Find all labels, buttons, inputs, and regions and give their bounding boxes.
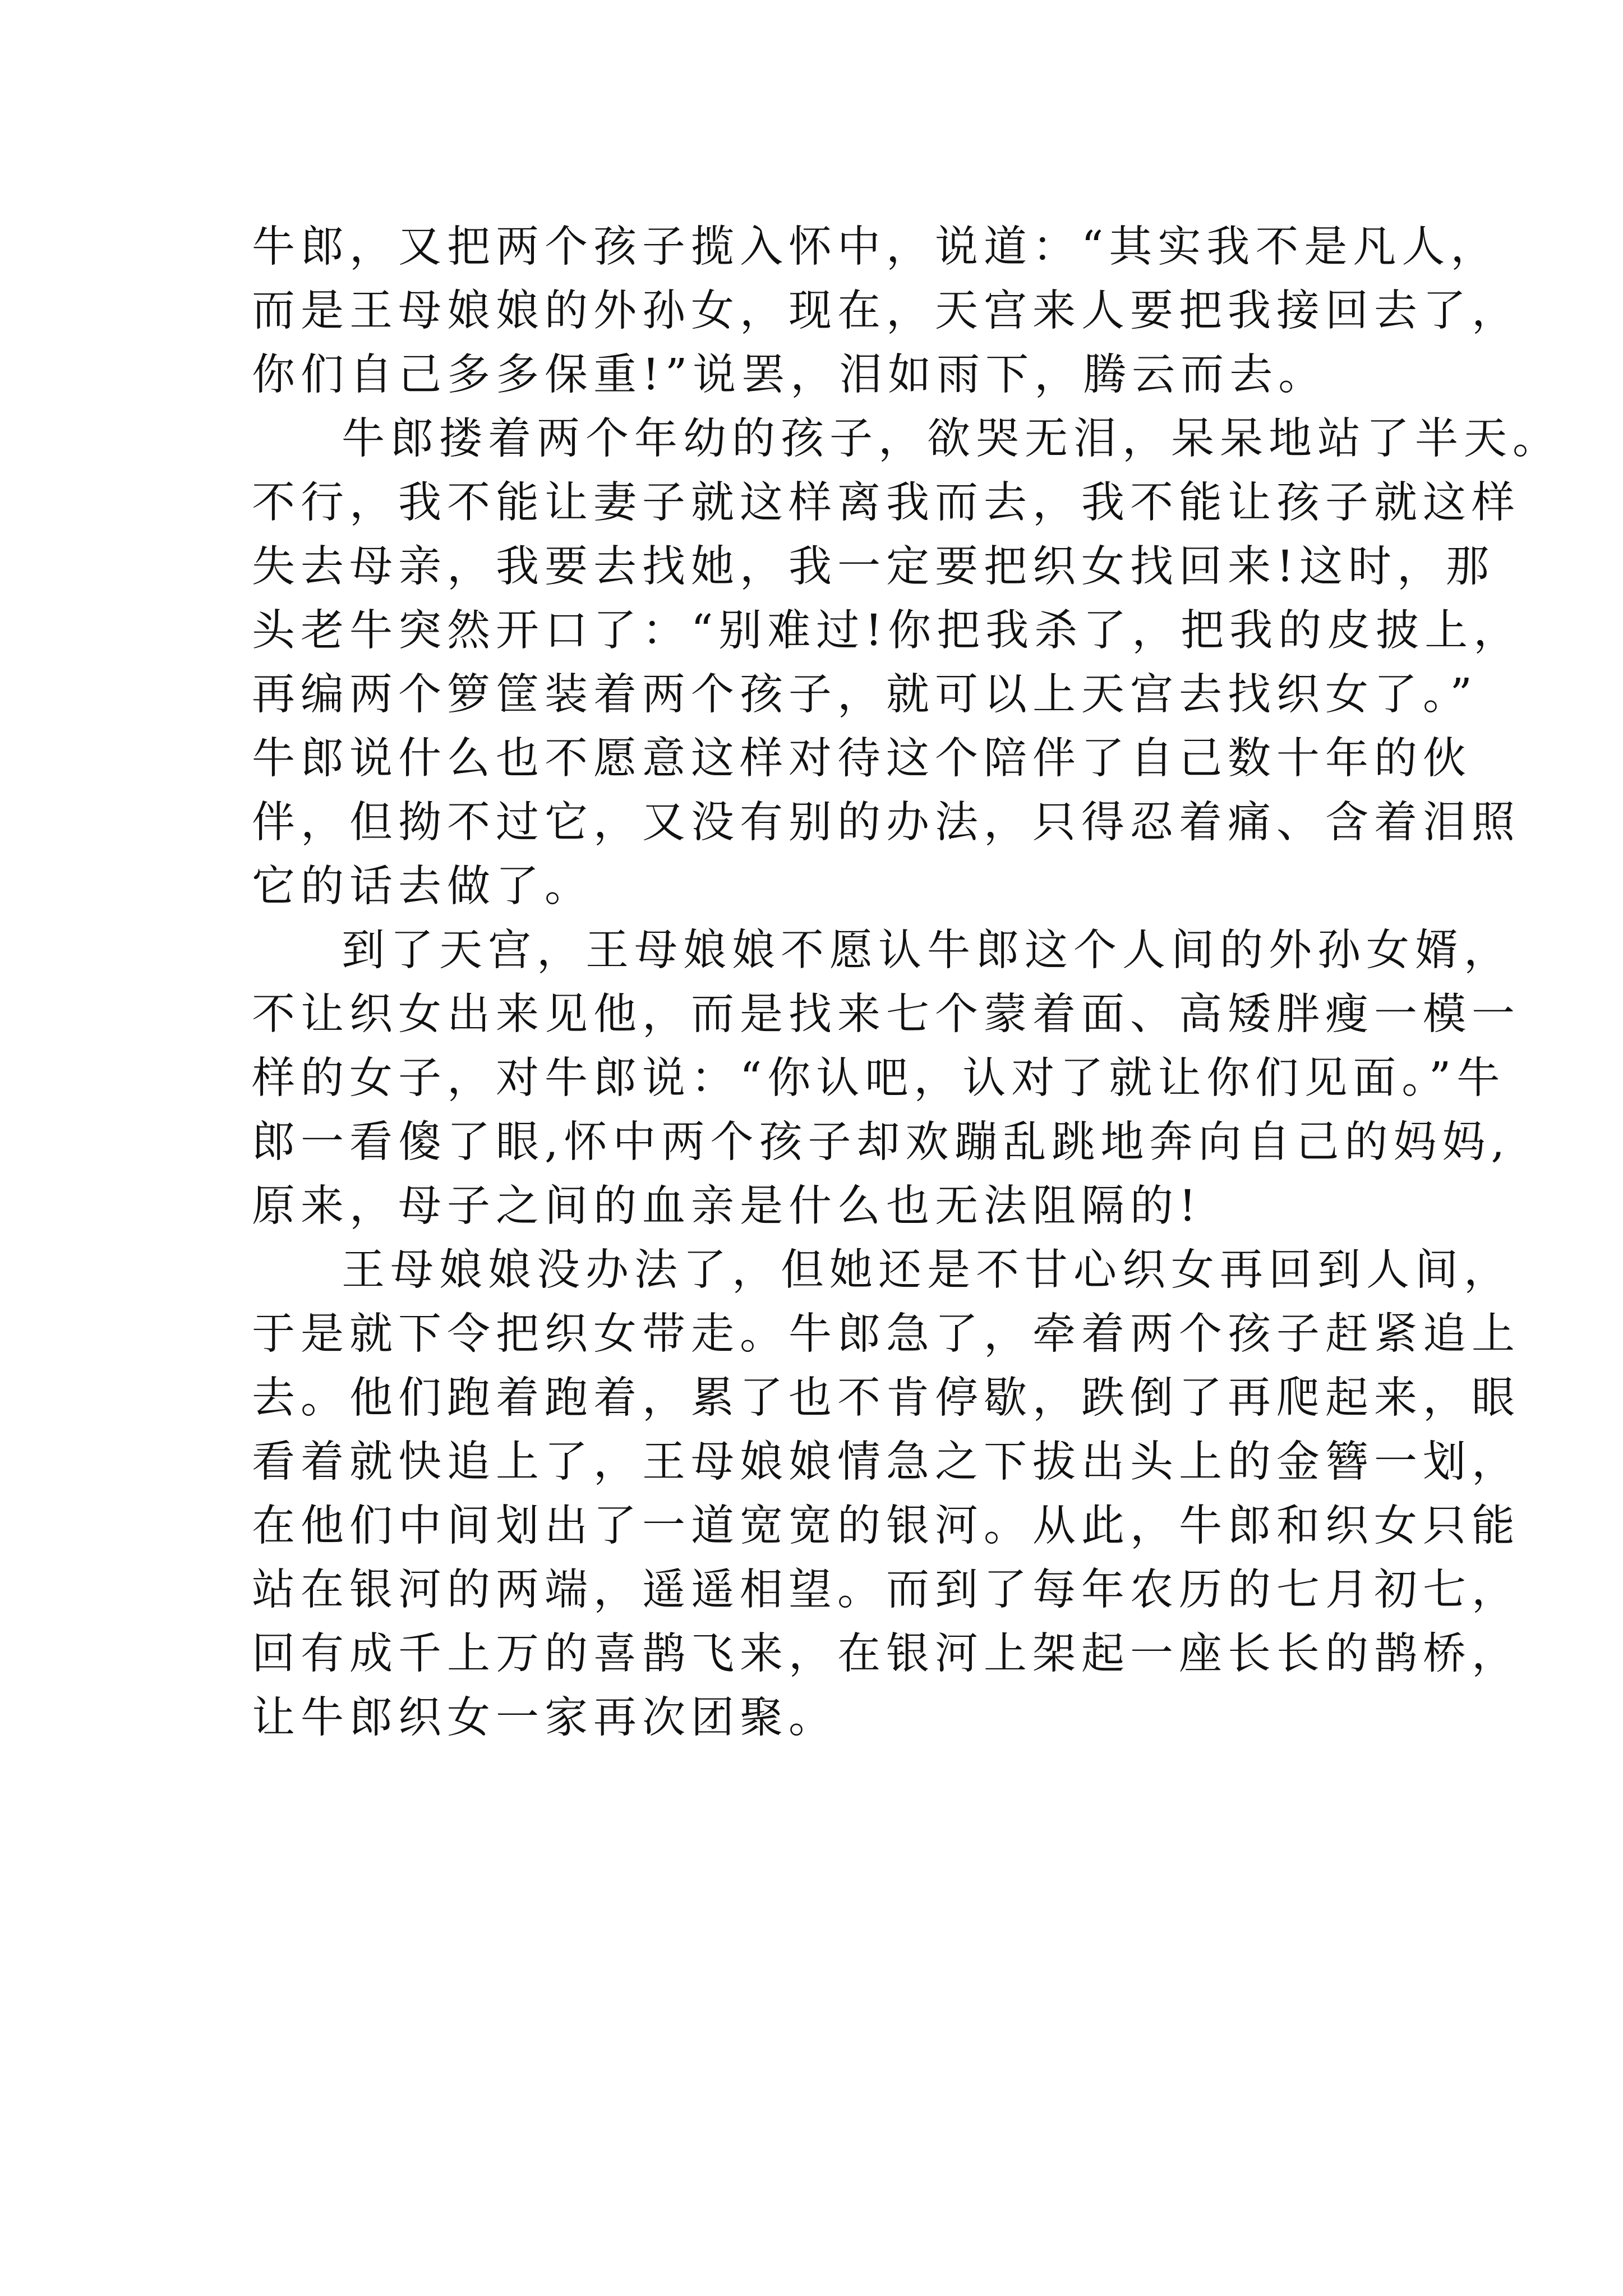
text-line: 不让织女出来见他，而是找来七个蒙着面、高矮胖瘦一模一 [252,990,1520,1039]
text-line: 再编两个箩筐装着两个孩子，就可以上天宫去找织女了。” [252,670,1478,720]
text-line: 回有成千上万的喜鹊飞来，在银河上架起一座长长的鹊桥， [252,1629,1520,1679]
text-line: 样的女子，对牛郎说：“你认吧，认对了就让你们见面。”牛 [252,1053,1506,1103]
text-line: 你们自己多多保重!”说罢，泪如雨下，腾云而去。 [252,350,1327,400]
text-line: 它的话去做了。 [252,862,593,912]
paragraph-start-line: 王母娘娘没办法了，但她还是不甘心织女再回到人间， [342,1245,1513,1295]
text-line: 牛郎说什么也不愿意这样对待这个陪伴了自己数十年的伙 [252,734,1472,784]
text-line: 牛郎，又把两个孩子揽入怀中，说道：“其实我不是凡人， [252,222,1500,272]
text-line: 让牛郎织女一家再次团聚。 [252,1693,837,1743]
text-line: 于是就下令把织女带走。牛郎急了，牵着两个孩子赶紧追上 [252,1309,1520,1359]
text-line: 头老牛突然开口了：“别难过!你把我杀了，把我的皮披上， [252,606,1523,656]
paragraph-start-line: 到了天宫，王母娘娘不愿认牛郎这个人间的外孙女婿， [342,926,1513,976]
paragraph-start-line: 牛郎搂着两个年幼的孩子，欲哭无泪，呆呆地站了半天。 [342,414,1561,464]
text-line: 站在银河的两端，遥遥相望。而到了每年农历的七月初七， [252,1565,1520,1615]
text-line: 去。他们跑着跑着，累了也不肯停歇，跌倒了再爬起来，眼 [252,1373,1520,1423]
text-line: 郎一看傻了眼,怀中两个孩子却欢蹦乱跳地奔向自己的妈妈, [252,1117,1510,1167]
text-line: 看着就快追上了，王母娘娘情急之下拔出头上的金簪一划， [252,1437,1520,1487]
text-line: 失去母亲，我要去找她，我一定要把织女找回来!这时，那 [252,542,1495,592]
text-line: 原来，母子之间的血亲是什么也无法阻隔的! [252,1181,1202,1231]
text-line: 在他们中间划出了一道宽宽的银河。从此，牛郎和织女只能 [252,1501,1520,1551]
story-text [252,215,1561,1750]
text-line: 伴，但拗不过它，又没有别的办法，只得忍着痛、含着泪照 [252,798,1520,848]
text-line: 不行，我不能让妻子就这样离我而去，我不能让孩子就这样 [252,478,1520,528]
text-line: 而是王母娘娘的外孙女，现在，天宫来人要把我接回去了， [252,286,1520,336]
